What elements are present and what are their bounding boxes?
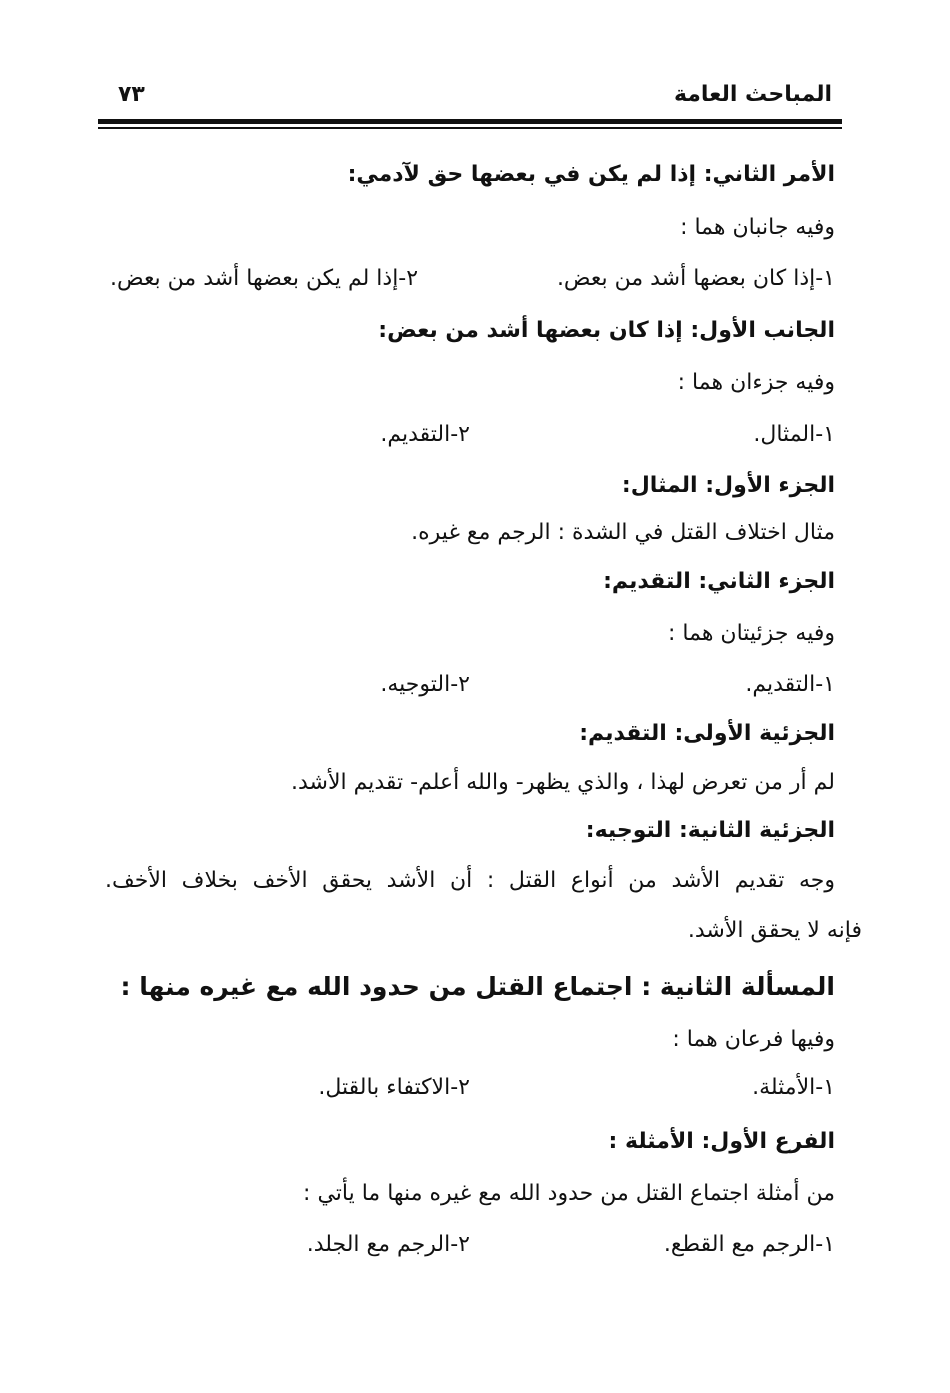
running-header [118, 82, 832, 112]
heading-juz-thani: الجزء الثاني: التقديم: [603, 569, 835, 594]
list-item: ٢-الاكتفاء بالقتل. [318, 1075, 470, 1100]
list-item: ٢-الرجم مع الجلد. [306, 1232, 470, 1257]
paragraph: وجه تقديم الأشد من أنواع القتل : أن الأشد يحقق الأخف بخلاف الأخف. [105, 868, 835, 893]
heading-juziyya-ula: الجزئية الأولى: التقديم: [579, 721, 835, 746]
paragraph: وفيها فرعان هما : [672, 1027, 835, 1052]
list-item: ١-إذا كان بعضها أشد من بعض. [556, 266, 835, 291]
heading-masala-thaniya: المسألة الثانية : اجتماع القتل من حدود الله مع غيره منها : [120, 972, 835, 1001]
paragraph: من أمثلة اجتماع القتل من حدود الله مع غيره منها ما يأتي : [303, 1181, 835, 1206]
heading-janib-awwal: الجانب الأول: إذا كان بعضها أشد من بعض: [378, 318, 835, 343]
heading-far-awwal: الفرع الأول: الأمثلة : [608, 1129, 835, 1154]
header-rule-thin [98, 127, 842, 129]
paragraph: فإنه لا يحقق الأشد. [687, 918, 862, 943]
page-number: ٧٣ [118, 82, 145, 107]
list-item: ٢-إذا لم يكن بعضها أشد من بعض. [110, 266, 419, 291]
heading-juziyya-thaniya: الجزئية الثانية: التوجيه: [585, 818, 835, 843]
list-item: ٢-التقديم. [380, 422, 470, 447]
paragraph: لم أر من تعرض لهذا ، والذي يظهر- والله أعلم- تقديم الأشد. [290, 770, 835, 795]
list-item: ١-التقديم. [745, 672, 835, 697]
heading-amr-thani: الأمر الثاني: إذا لم يكن في بعضها حق لآدمي: [347, 162, 835, 187]
list-item: ١-الأمثلة. [752, 1075, 835, 1100]
paragraph: وفيه جانبان هما : [680, 215, 835, 240]
heading-juz-awwal: الجزء الأول: المثال: [621, 473, 835, 498]
list-item: ١-المثال. [753, 422, 835, 447]
paragraph: وفيه جزءان هما : [677, 370, 835, 395]
header-title: المباحث العامة [673, 82, 832, 107]
header-rule-thick [98, 119, 842, 124]
list-item: ٢-التوجيه. [380, 672, 470, 697]
paragraph: وفيه جزئيتان هما : [668, 621, 835, 646]
paragraph: مثال اختلاف القتل في الشدة : الرجم مع غيره. [411, 520, 835, 545]
list-item: ١-الرجم مع القطع. [663, 1232, 835, 1257]
